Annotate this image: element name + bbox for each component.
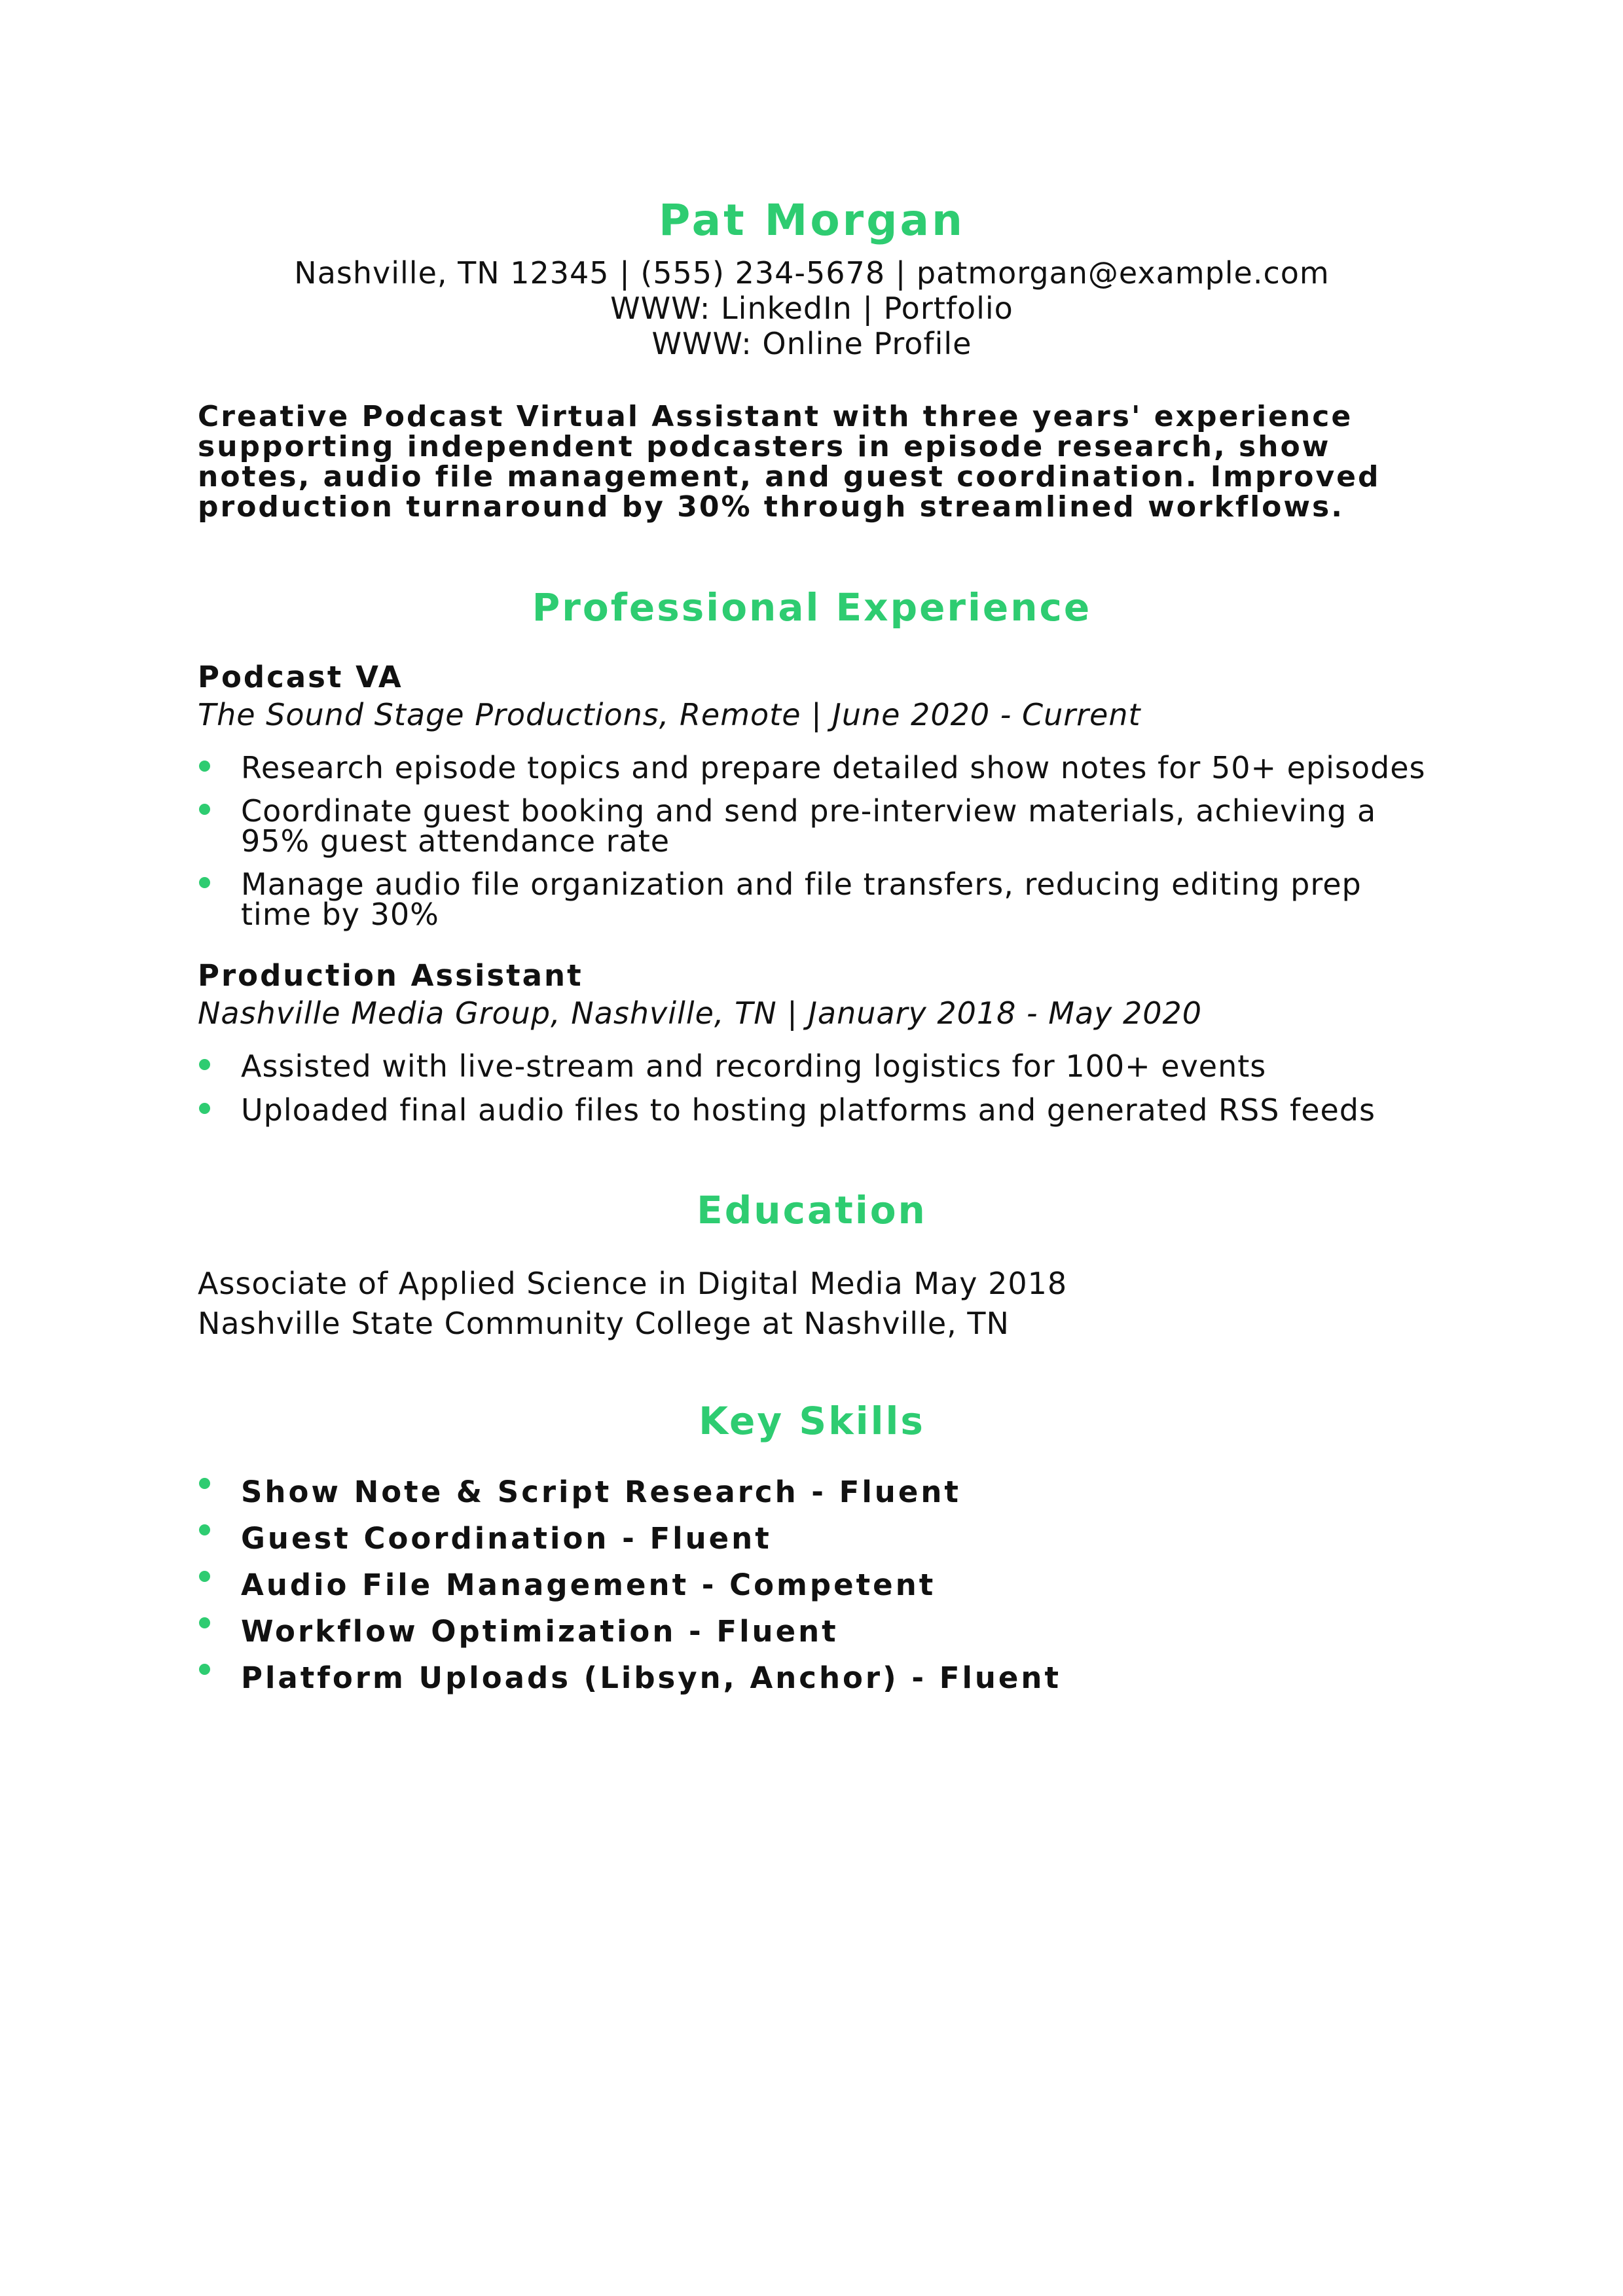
bullet-icon — [199, 877, 210, 888]
skill-item: Guest Coordination - Fluent — [198, 1520, 1061, 1567]
job-bullets — [198, 750, 1442, 932]
experience-heading: Professional Experience — [532, 585, 1092, 630]
job-title: Production Assistant — [198, 958, 583, 993]
bullet-icon — [199, 1617, 210, 1628]
list-item: Assisted with live-stream and recording logistics for 100+ events — [198, 1051, 1442, 1081]
job-meta: The Sound Stage Productions, Remote | June 2020 - Current — [198, 697, 1141, 732]
profile-line: WWW: Online Profile — [651, 326, 972, 361]
list-item: Research episode topics and prepare detailed show notes for 50+ episodes — [198, 753, 1442, 783]
education-heading: Education — [697, 1188, 927, 1232]
bullet-icon — [199, 1664, 210, 1675]
list-item: Manage audio file organization and file transfers, reducing editing prep time by 30% — [198, 869, 1442, 929]
list-item: Coordinate guest booking and send pre-interview materials, achieving a 95% guest attendance rate — [198, 796, 1442, 856]
skill-item: Workflow Optimization - Fluent — [198, 1613, 1061, 1660]
bullet-icon — [199, 804, 210, 815]
job-title: Podcast VA — [198, 660, 403, 694]
bullet-icon — [199, 1103, 210, 1114]
bullet-icon — [199, 1571, 210, 1582]
skills-heading: Key Skills — [699, 1399, 925, 1443]
bullet-icon — [199, 1524, 210, 1535]
contact-line: Nashville, TN 12345 | (555) 234-5678 | patmorgan@example.com — [294, 255, 1330, 291]
skill-item: Audio File Management - Competent — [198, 1567, 1061, 1613]
professional-summary: Creative Podcast Virtual Assistant with three years' experience supporting independent podcasters in episode research, show notes, audio file management, and guest coordination. Improved production turnaround by 30% through streamlined workflows. — [198, 400, 1381, 524]
job-meta: Nashville Media Group, Nashville, TN | January 2018 - May 2020 — [198, 996, 1203, 1031]
job-bullets — [198, 1049, 1442, 1128]
skill-item: Show Note & Script Research - Fluent — [198, 1474, 1061, 1520]
bullet-icon — [199, 761, 210, 772]
bullet-icon — [199, 1059, 210, 1070]
school-line: Nashville State Community College at Nashville, TN — [198, 1306, 1010, 1341]
degree-line: Associate of Applied Science in Digital Media May 2018 — [198, 1266, 1068, 1301]
skills-list — [198, 1474, 1061, 1706]
candidate-name: Pat Morgan — [658, 195, 965, 245]
skill-item: Platform Uploads (Libsyn, Anchor) - Fluent — [198, 1660, 1061, 1706]
bullet-icon — [199, 1478, 210, 1489]
links-line: WWW: LinkedIn | Portfolio — [610, 291, 1013, 326]
list-item: Uploaded final audio files to hosting platforms and generated RSS feeds — [198, 1095, 1442, 1125]
